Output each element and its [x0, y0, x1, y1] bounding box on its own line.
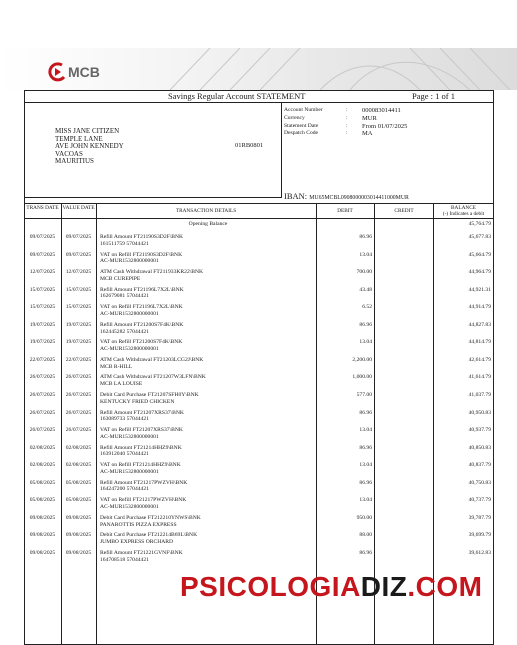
debit-amount: 13.04 — [359, 339, 372, 346]
col-value-date: VALUE DATE — [62, 205, 95, 211]
value-date: 09/07/2025 — [65, 251, 92, 258]
details-line2: 162445282 57044421 — [100, 328, 149, 335]
details-line1: ATM Cash Withdrawal FT211933KR22\BNK — [100, 269, 204, 276]
transaction-details — [100, 269, 316, 283]
balance-amount: 40,950.83 — [468, 409, 491, 416]
details-line2: 162679081 57044421 — [100, 293, 149, 300]
trans-date: 15/07/2025 — [29, 286, 56, 293]
trans-date: 02/08/2025 — [29, 444, 56, 451]
debit-amount: 13.04 — [359, 427, 372, 434]
page-number: Page : 1 of 1 — [412, 91, 455, 101]
details-line2: AC-MUR1532800000001 — [100, 468, 159, 475]
trans-date: 15/07/2025 — [29, 304, 56, 311]
address-line: VACOAS — [55, 149, 83, 158]
details-line2: AC-MUR1532800000001 — [100, 258, 159, 265]
statement-date: From 01/07/2025 — [362, 122, 408, 130]
balance-amount: 40,937.79 — [468, 427, 491, 434]
trans-date: 05/08/2025 — [29, 479, 56, 486]
logo-text: MCB — [68, 64, 100, 80]
details-line2: AC-MUR1532800000001 — [100, 433, 159, 440]
debit-amount: 86.96 — [359, 444, 372, 451]
transaction-details — [100, 252, 316, 266]
table-header — [24, 203, 494, 219]
trans-date: 09/07/2025 — [29, 234, 56, 240]
debit-amount: 700.00 — [356, 269, 372, 276]
transaction-details — [100, 304, 316, 318]
details-line2: JUMBO EXPRESS ORCHARD — [100, 539, 174, 546]
address-code: 01RB0801 — [235, 142, 264, 149]
details-line1: VAT on Refill FT21196L7X2L\BNK — [100, 304, 183, 311]
trans-date: 05/08/2025 — [29, 497, 56, 504]
transaction-details — [100, 480, 316, 494]
statement-date-label: Statement Date — [284, 122, 319, 129]
statement-title: Savings Regular Account STATEMENT — [168, 91, 306, 101]
trans-date: 26/07/2025 — [29, 374, 56, 381]
trans-date: 19/07/2025 — [29, 321, 56, 328]
col-balance-label: BALANCE — [450, 205, 476, 211]
details-line1: VAT on Refill FT21190S3D2F\BNK — [100, 251, 183, 258]
value-date: 26/07/2025 — [65, 427, 92, 434]
balance-amount: 41,614.79 — [468, 374, 491, 381]
details-line2: 164708518 57044421 — [100, 556, 149, 563]
debit-amount: 43.48 — [359, 286, 372, 293]
details-line1: Debit Card Purchase FT212210YNWS\BNK — [100, 514, 201, 521]
transaction-details — [100, 497, 316, 511]
value-date: 09/08/2025 — [65, 514, 92, 521]
details-line1: Refill Amount FT21214HHZ9\BNK — [100, 444, 182, 451]
trans-date: 09/08/2025 — [29, 514, 56, 521]
transaction-details — [100, 462, 316, 476]
transaction-details — [100, 374, 316, 388]
debit-amount: 86.96 — [359, 479, 372, 486]
transaction-details — [100, 322, 316, 336]
details-line1: Refill Amount FT21200S7F4K\BNK — [100, 321, 184, 328]
details-line2: 161511759 57044421 — [100, 240, 149, 247]
trans-date: 26/07/2025 — [29, 409, 56, 416]
details-line1: VAT on Refill FT21217PWZVH\BNK — [100, 497, 187, 504]
value-date: 05/08/2025 — [65, 497, 92, 504]
value-date: 26/07/2025 — [65, 409, 92, 416]
trans-date: 19/07/2025 — [29, 339, 56, 346]
details-line1: Refill Amount FT21190S3D2F\BNK — [100, 234, 184, 240]
details-line1: Refill Amount FT21207XRS37\BNK — [100, 409, 184, 416]
col-trans-date: TRANS DATE — [26, 205, 59, 211]
balance-amount: 45,677.83 — [468, 234, 491, 240]
value-date: 26/07/2025 — [65, 391, 92, 398]
debit-amount: 86.96 — [359, 409, 372, 416]
balance-amount: 40,750.83 — [468, 479, 491, 486]
details-line2: AC-MUR1532800000001 — [100, 504, 159, 511]
debit-amount: 86.96 — [359, 549, 372, 556]
trans-date: 09/07/2025 — [29, 251, 56, 258]
transaction-details — [100, 287, 316, 301]
trans-date: 12/07/2025 — [29, 269, 56, 276]
value-date: 02/08/2025 — [65, 444, 92, 451]
debit-amount: 950.00 — [356, 514, 372, 521]
details-line2: MCB R-HILL — [100, 363, 133, 370]
value-date: 09/07/2025 — [65, 234, 92, 240]
watermark-part1: PSICOLOGIA — [180, 571, 361, 602]
currency-label: Currency — [284, 114, 305, 121]
balance-amount: 44,921.31 — [468, 286, 491, 293]
transaction-details — [100, 392, 316, 406]
watermark-part3: .COM — [407, 571, 483, 602]
balance-amount: 40,837.79 — [468, 462, 491, 469]
watermark — [180, 571, 483, 603]
col-balance-note: (-) Indicates a debit — [442, 211, 485, 217]
opening-balance-value: 45,764.79 — [468, 221, 491, 227]
details-line1: VAT on Refill FT21207XRS37\BNK — [100, 427, 183, 434]
balance-amount: 45,664.79 — [468, 251, 491, 258]
col-balance — [433, 205, 494, 217]
transaction-details — [100, 410, 316, 424]
value-date: 19/07/2025 — [65, 321, 92, 328]
debit-amount: 13.04 — [359, 462, 372, 469]
debit-amount: 1,000.00 — [352, 374, 372, 381]
balance-amount: 40,737.79 — [468, 497, 491, 504]
value-date: 12/07/2025 — [65, 269, 92, 276]
value-date: 09/08/2025 — [65, 549, 92, 556]
value-date: 02/08/2025 — [65, 462, 92, 469]
debit-amount: 86.96 — [359, 321, 372, 328]
mcb-logo-icon — [47, 62, 67, 82]
details-line1: VAT on Refill FT21214HHZ9\BNK — [100, 462, 181, 469]
details-line2: PANAROTTIS PIZZA EXPRESS — [100, 521, 177, 528]
account-number: 000083014411 — [362, 107, 401, 114]
details-line1: VAT on Refill FT21200S7F4K\BNK — [100, 339, 183, 346]
details-line1: Debit Card Purchase FT21207SFH0Y\BNK — [100, 391, 199, 398]
transaction-details — [100, 339, 316, 353]
balance-amount: 44,914.79 — [468, 304, 491, 311]
iban-number: MU65MCBL0908000003014411000MUR — [309, 195, 409, 201]
value-date: 05/08/2025 — [65, 479, 92, 486]
trans-date: 26/07/2025 — [29, 427, 56, 434]
details-line1: ATM Cash Withdrawal FT21203LCG2J\BNK — [100, 356, 204, 363]
trans-date: 26/07/2025 — [29, 391, 56, 398]
details-line1: ATM Cash Withdrawal FT21207W3LFN\BNK — [100, 374, 206, 381]
trans-date: 09/08/2025 — [29, 532, 56, 539]
balance-amount: 44,964.79 — [468, 269, 491, 276]
debit-amount: 13.04 — [359, 251, 372, 258]
details-line2: AC-MUR1532800000001 — [100, 346, 159, 353]
details-line1: Debit Card Purchase FT212214B69L\BNK — [100, 532, 198, 539]
value-date: 15/07/2025 — [65, 286, 92, 293]
details-line2: MCB LA LOUISE — [100, 381, 143, 388]
balance-amount: 39,699.79 — [468, 532, 491, 539]
value-date: 15/07/2025 — [65, 304, 92, 311]
debit-amount: 86.96 — [359, 234, 372, 240]
transaction-details — [100, 357, 316, 371]
despatch-code-label: Despatch Code — [284, 130, 319, 137]
decorative-pattern — [150, 48, 517, 90]
details-line1: Refill Amount FT21196L7X2L\BNK — [100, 286, 184, 293]
mcb-logo — [47, 61, 100, 83]
details-line2: 163912040 57044421 — [100, 451, 149, 458]
col-credit: CREDIT — [394, 208, 414, 214]
balance-amount: 44,827.83 — [468, 321, 491, 328]
transaction-details — [100, 234, 316, 248]
value-date: 09/08/2025 — [65, 532, 92, 539]
transaction-details — [100, 445, 316, 459]
value-date: 19/07/2025 — [65, 339, 92, 346]
balance-amount: 41,037.79 — [468, 391, 491, 398]
debit-amount: 577.00 — [356, 391, 372, 398]
details-line2: AC-MUR1532800000001 — [100, 310, 159, 317]
debit-amount: 6.52 — [362, 304, 372, 311]
trans-date: 22/07/2025 — [29, 356, 56, 363]
watermark-part2: DIZ — [360, 571, 408, 602]
address-line: MISS JANE CITIZEN — [55, 127, 120, 135]
debit-amount: 88.00 — [359, 532, 372, 539]
col-details: TRANSACTION DETAILS — [175, 208, 237, 214]
details-line2: 164247200 57044421 — [100, 486, 149, 493]
details-line1: Refill Amount FT21221GVNF\BNK — [100, 549, 183, 556]
balance-amount: 40,850.83 — [468, 444, 491, 451]
account-info: Account Number : 000083014411 Currency : MUR Statement Date : From 01/07/2025 Despatch Code : MA — [284, 107, 408, 138]
trans-date: 02/08/2025 — [29, 462, 56, 469]
transaction-details — [100, 532, 316, 546]
address-line: TEMPLE LANE — [55, 134, 103, 143]
address-line: MAURITIUS — [55, 157, 94, 166]
title-bar — [24, 90, 494, 103]
balance-amount: 44,814.79 — [468, 339, 491, 346]
value-date: 26/07/2025 — [65, 374, 92, 381]
value-date: 22/07/2025 — [65, 356, 92, 363]
iban-label: IBAN: — [284, 191, 308, 201]
balance-amount: 42,614.79 — [468, 356, 491, 363]
opening-balance-label: Opening Balance — [188, 221, 228, 227]
currency: MUR — [362, 114, 377, 122]
customer-address — [55, 128, 124, 166]
address-line: AVE JOHN KENNEDY — [55, 142, 124, 151]
col-debit: DEBIT — [337, 208, 353, 214]
iban — [284, 191, 409, 201]
balance-amount: 39,612.83 — [468, 549, 491, 556]
transaction-details — [100, 427, 316, 441]
trans-date: 09/08/2025 — [29, 549, 56, 556]
balance-amount: 39,787.79 — [468, 514, 491, 521]
details-line2: 163089733 57044421 — [100, 416, 149, 423]
transaction-details — [100, 550, 316, 564]
details-line1: Refill Amount FT21217PWZVH\BNK — [100, 479, 188, 486]
debit-amount: 13.04 — [359, 497, 372, 504]
details-line2: MCB CUREPIPE — [100, 275, 141, 282]
transaction-details — [100, 515, 316, 529]
details-line2: KENTUCKY FRIED CHICKEN — [100, 398, 175, 405]
despatch-code: MA — [362, 130, 373, 138]
debit-amount: 2,200.00 — [352, 356, 372, 363]
account-number-label: Account Number — [284, 107, 323, 113]
